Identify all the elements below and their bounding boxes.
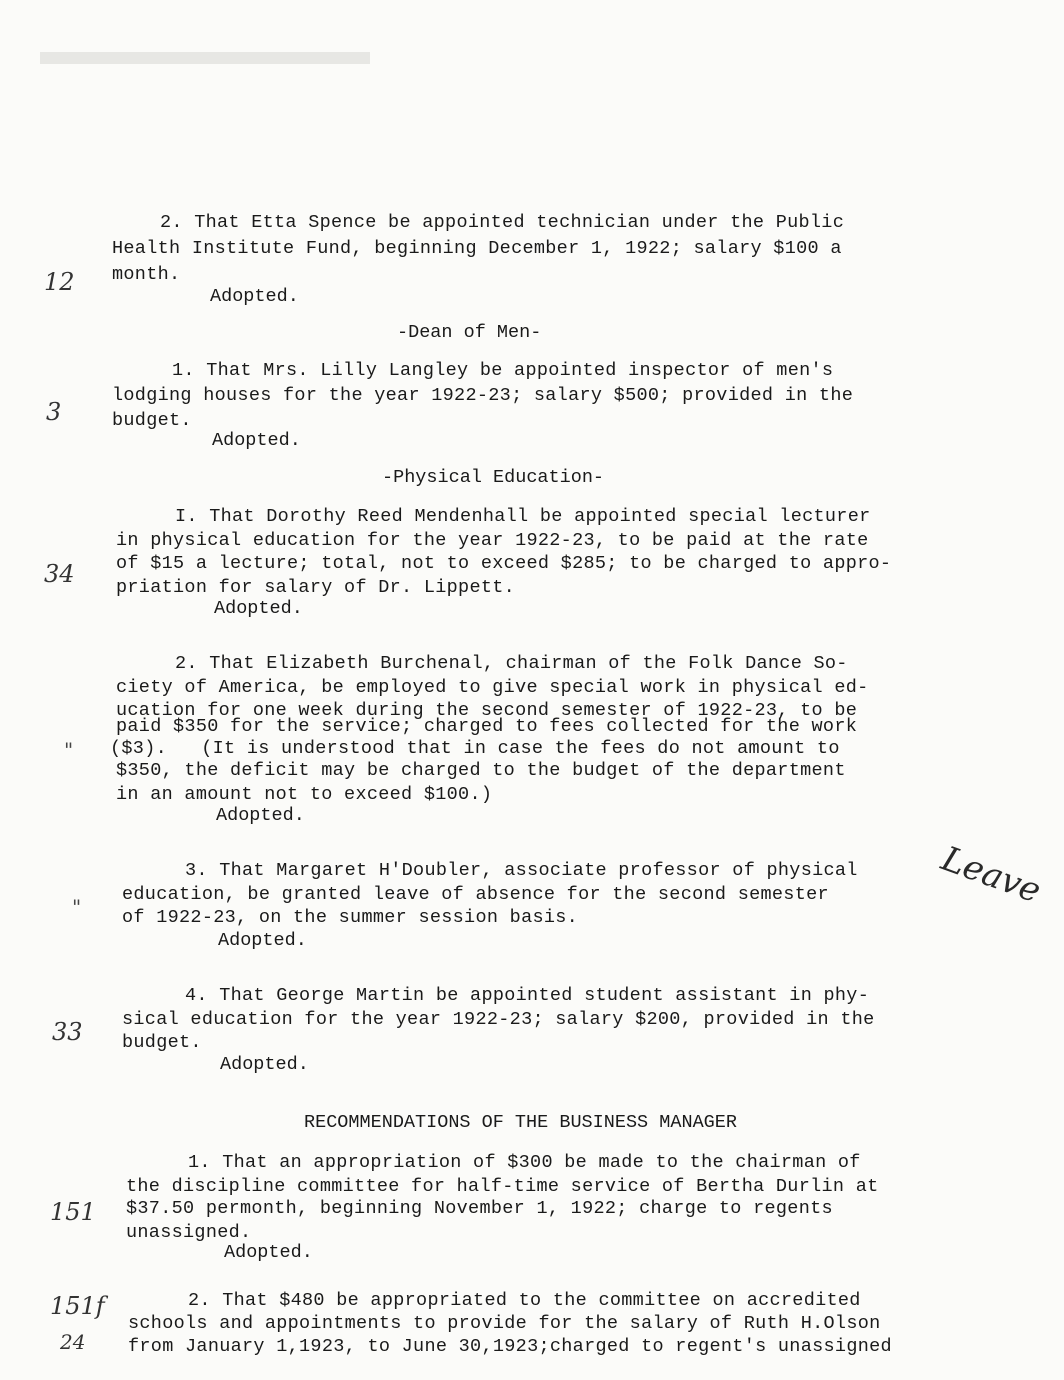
margin-note-33: 33 <box>52 1018 83 1046</box>
pe-item2-line1: 2. That Elizabeth Burchenal, chairman of the Folk Dance So- <box>175 653 848 674</box>
pe-item4-adopted: Adopted. <box>220 1054 309 1075</box>
pe-item1-line3: of $15 a lecture; total, not to exceed $285; to be charged to appro- <box>116 553 892 574</box>
intro-adopted: Adopted. <box>210 286 299 307</box>
pe-item1-adopted: Adopted. <box>214 598 303 619</box>
dean-item1-line2: lodging houses for the year 1922-23; salary $500; provided in the <box>112 385 854 406</box>
pe-item3-line3: of 1922-23, on the summer session basis. <box>122 907 579 928</box>
bm-item2-line1: 2. That $480 be appropriated to the committee on accredited <box>188 1290 861 1311</box>
margin-note-151: 151 <box>50 1198 96 1226</box>
dean-item1-line1: 1. That Mrs. Lilly Langley be appointed inspector of men's <box>172 360 834 381</box>
bm-item2-line3: from January 1,1923, to June 30,1923;charged to regent's unassigned <box>128 1336 892 1357</box>
bm-item1-line3: $37.50 permonth, beginning November 1, 1922; charge to regents <box>126 1198 833 1219</box>
pe-item3-adopted: Adopted. <box>218 930 307 951</box>
pe-item2-line4: paid $350 for the service; charged to fees collected for the work <box>116 716 858 737</box>
pe-item2-line3: ucation for one week during the second semester of 1922-23, to be <box>116 700 858 721</box>
scan-smudge <box>40 52 370 64</box>
pe-item3-line1: 3. That Margaret H'Doubler, associate professor of physical <box>185 860 858 881</box>
margin-note-ditto-1: " <box>64 738 74 762</box>
bm-item1-line1: 1. That an appropriation of $300 be made to the chairman of <box>188 1152 861 1173</box>
heading-physical-education: -Physical Education- <box>382 467 605 488</box>
intro-item2-line3: month. <box>112 264 181 285</box>
pe-item2-adopted: Adopted. <box>216 805 305 826</box>
heading-dean-of-men: -Dean of Men- <box>397 322 542 343</box>
pe-item4-line3: budget. <box>122 1032 202 1053</box>
bm-item1-line2: the discipline committee for half-time service of Bertha Durlin at <box>126 1176 879 1197</box>
intro-item2-line1: 2. That Etta Spence be appointed technician under the Public <box>160 212 845 233</box>
pe-item3-line2: education, be granted leave of absence for the second semester <box>122 884 829 905</box>
pe-item2-line7: in an amount not to exceed $100.) <box>116 784 493 805</box>
bm-item1-adopted: Adopted. <box>224 1242 313 1263</box>
handwritten-leave: Leave <box>936 838 1047 912</box>
margin-note-ditto-2: " <box>72 895 82 919</box>
margin-note-34: 34 <box>44 560 75 588</box>
heading-business-manager: RECOMMENDATIONS OF THE BUSINESS MANAGER <box>304 1112 737 1133</box>
pe-item2-line2: ciety of America, be employed to give special work in physical ed- <box>116 677 869 698</box>
pe-item1-line4: priation for salary of Dr. Lippett. <box>116 577 516 598</box>
margin-note-3: 3 <box>46 398 62 426</box>
margin-note-24: 24 <box>60 1330 86 1354</box>
pe-item1-line2: in physical education for the year 1922-23, to be paid at the rate <box>116 530 869 551</box>
pe-item2-line6: $350, the deficit may be charged to the budget of the department <box>116 760 846 781</box>
margin-note-151f: 151f <box>50 1292 105 1320</box>
pe-item2-line5: ($3). (It is understood that in case the fees do not amount to <box>110 738 840 759</box>
bm-item2-line2: schools and appointments to provide for the salary of Ruth H.Olson <box>128 1313 881 1334</box>
margin-note-12: 12 <box>44 268 75 296</box>
dean-item1-line3: budget. <box>112 410 192 431</box>
pe-item4-line2: sical education for the year 1922-23; salary $200, provided in the <box>122 1009 875 1030</box>
bm-item1-line4: unassigned. <box>126 1222 252 1243</box>
intro-item2-line2: Health Institute Fund, beginning December 1, 1922; salary $100 a <box>112 238 842 259</box>
pe-item1-line1: I. That Dorothy Reed Mendenhall be appointed special lecturer <box>175 506 871 527</box>
dean-adopted: Adopted. <box>212 430 301 451</box>
pe-item4-line1: 4. That George Martin be appointed student assistant in phy- <box>185 985 870 1006</box>
